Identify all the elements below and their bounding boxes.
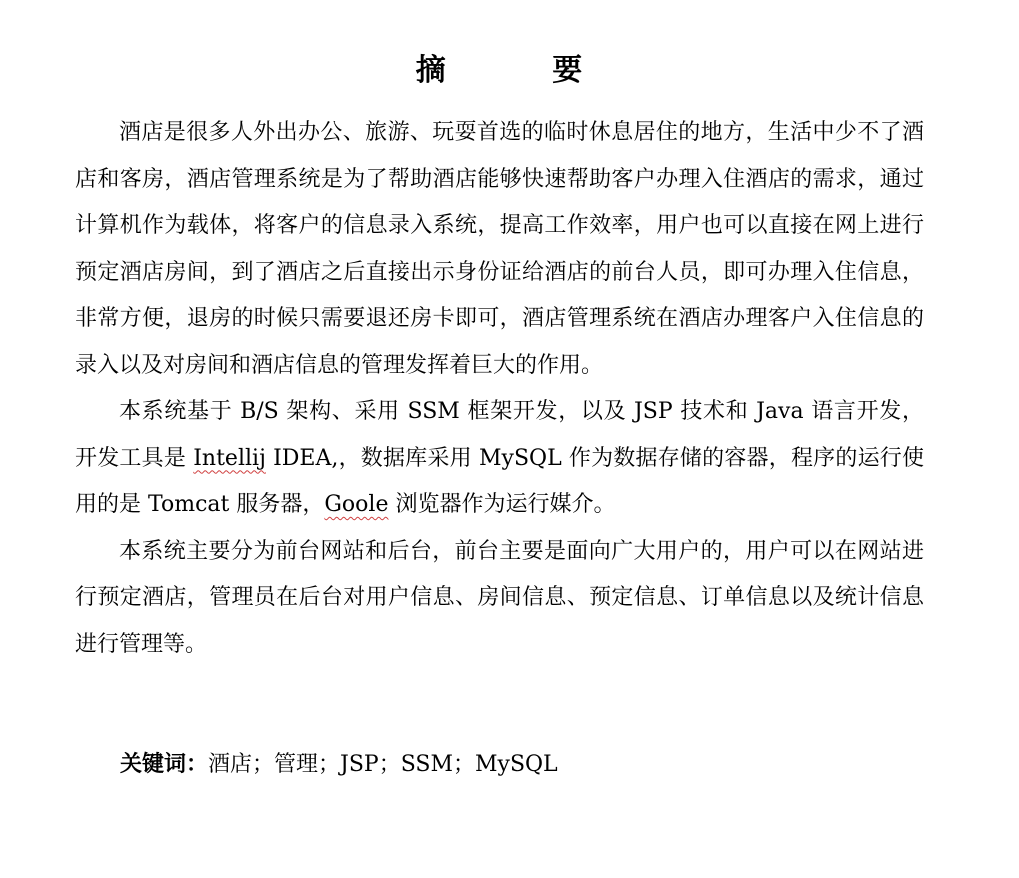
paragraph-2-text-c: 浏览器作为运行媒介。 — [388, 492, 616, 517]
keywords-line — [120, 742, 920, 788]
abstract-body — [75, 110, 924, 668]
paragraph-2-text-a: 本系统基于 B/S 架构、采用 SSM 框架开发，以及 JSP 技术和 Java 语言开发，开发工具是 — [75, 399, 924, 471]
abstract-paragraph-2 — [75, 389, 924, 529]
spellcheck-word-intellij: Intellij — [193, 445, 266, 471]
abstract-title: 摘 要 — [415, 53, 631, 88]
abstract-paragraph-3: 本系统主要分为前台网站和后台，前台主要是面向广大用户的，用户可以在网站进行预定酒店，管理员在后台对用户信息、房间信息、预定信息、订单信息以及统计信息进行管理等。 — [75, 538, 924, 657]
paragraph-2-text-b: IDEA,，数据库采用 MySQL 作为数据存储的容器，程序的运行使用的是 Tomcat 服务器， — [75, 445, 924, 517]
abstract-paragraph-1: 酒店是很多人外出办公、旅游、玩耍首选的临时休息居住的地方，生活中少不了酒店和客房，酒店管理系统是为了帮助酒店能够快速帮助客户办理入住酒店的需求，通过计算机作为载体，将客户的信息录入系统，提高工作效率，用户也可以直接在网上进行预定酒店房间，到了酒店之后直接出示身份证给酒店的前台人员，即可办理入住信息，非常方便，退房的时候只需要退还房卡即可，酒店管理系统在酒店办理客户入住信息的录入以及对房间和酒店信息的管理发挥着巨大的作用。 — [75, 120, 924, 378]
spellcheck-word-goole: Goole — [324, 492, 389, 517]
keywords-value: 酒店；管理；JSP；SSM；MySQL — [208, 752, 558, 777]
keywords-label: 关键词： — [120, 752, 209, 777]
